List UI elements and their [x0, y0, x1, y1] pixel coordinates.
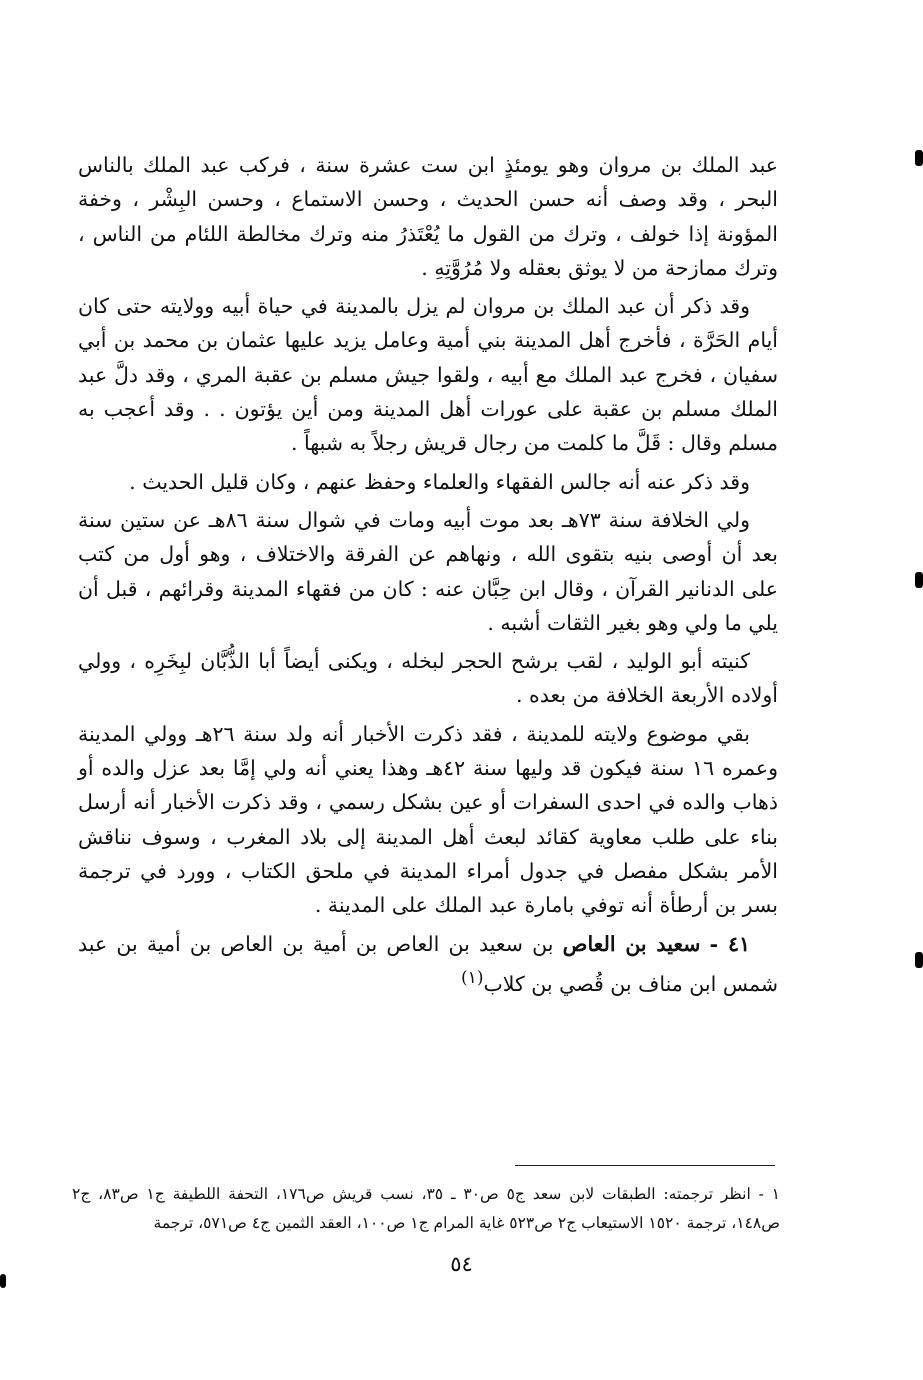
page-number: ٥٤	[450, 1252, 473, 1276]
footnote-reference: (١)	[460, 967, 484, 988]
scan-edge-mark	[0, 1274, 6, 1288]
biography-name: سعيد بن العاص	[562, 931, 701, 956]
paragraph-6: بقي موضوع ولايته للمدينة ، فقد ذكرت الأخبار أنه ولد سنة ٢٦هـ وولي المدينة وعمره ١٦ سنة فيكون قد وليها سنة ٤٢هـ وهذا يعني أنه ولي إمَّا بعد عزل والده أو ذهاب والده في احدى السفرات أو عين بشكل رسمي ، وقد ذكرت الأخبار أنه أرسل بناء على طلب معاوية كقائد لبعث أهل المدينة إلى بلاد المغرب ، وسوف نناقش الأمر بشكل مفصل في جدول أمراء المدينة في ملحق الكتاب ، وورد في ترجمة بسر بن أرطأة أنه توفي بامارة عبد الملك على المدينة .	[78, 721, 778, 918]
biography-entry	[78, 927, 778, 1001]
biography-lineage: بن سعيد بن العاص بن أمية بن العاص بن أمية بن عبد شمس ابن مناف بن قُصي بن كلاب	[78, 931, 778, 996]
biography-number: ٤١ -	[709, 931, 750, 956]
scan-edge-mark	[915, 572, 923, 588]
paragraph-2: وقد ذكر أن عبد الملك بن مروان لم يزل بالمدينة في حياة أبيه وولايته حتى كان أيام الحَرَّة ، فأخرج أهل المدينة بني أمية وعامل يزيد عليها عثمان بن محمد بن أبي سفيان ، فخرج عبد الملك مع أبيه ، ولقوا جيش مسلم بن عقبة المري ، وقد دلَّ عبد الملك مسلم بن عقبة على عورات أهل المدينة ومن أين يؤتون . . وقد أعجب به مسلم وقال : قَلَّ ما كلمت من رجال قريش رجلاً به شبهاً .	[78, 294, 778, 456]
paragraph-3: وقد ذكر عنه أنه جالس الفقهاء والعلماء وحفظ عنهم ، وكان قليل الحديث .	[129, 469, 750, 494]
footnote-separator	[515, 1165, 775, 1166]
scan-edge-mark	[915, 150, 923, 166]
main-text	[78, 148, 778, 1005]
paragraph-5: كنيته أبو الوليد ، لقب برشح الحجر لبخله ، ويكنى أيضاً أبا الذُّبَّان لبِخَرِه ، وولي أولاده الأربعة الخلافة من بعده .	[78, 649, 778, 708]
footnote: ١ - انظر ترجمته: الطبقات لابن سعد ج٥ ص٣٠ ـ ٣٥، نسب قريش ص١٧٦، التحفة اللطيفة ج١ ص٨٣، ج٢ ص١٤٨، ترجمة ١٥٢٠ الاستيعاب ج٢ ص٥٢٣ غاية المرام ج١ ص١٠٠، العقد الثمين ج٤ ص٥٧١، ترجمة	[72, 1185, 780, 1232]
paragraph-4: ولي الخلافة سنة ٧٣هـ بعد موت أبيه ومات في شوال سنة ٨٦هـ عن ستين سنة بعد أن أوصى بنيه بتقوى الله ، ونهاهم عن الفرقة والاختلاف ، وهو أول من كتب على الدنانير القرآن ، وقال ابن حِبَّان عنه : كان من فقهاء المدينة وقرائهم ، قبل أن يلي ما ولي وهو بغير الثقات أشبه .	[78, 507, 778, 635]
scan-edge-mark	[915, 952, 923, 968]
paragraph-1: عبد الملك بن مروان وهو يومئذٍ ابن ست عشرة سنة ، فركب عبد الملك بالناس البحر ، وقد وصف أنه حسن الحديث ، وحسن الاستماع ، وحسن البِشْر ، وخفة المؤونة إذا خولف ، وترك من القول ما يُعْتَذرُ منه وترك مخالطة اللئام من الناس ، وترك ممازحة من لا يوثق بعقله ولا مُرُوَّتِهِ .	[78, 153, 778, 280]
